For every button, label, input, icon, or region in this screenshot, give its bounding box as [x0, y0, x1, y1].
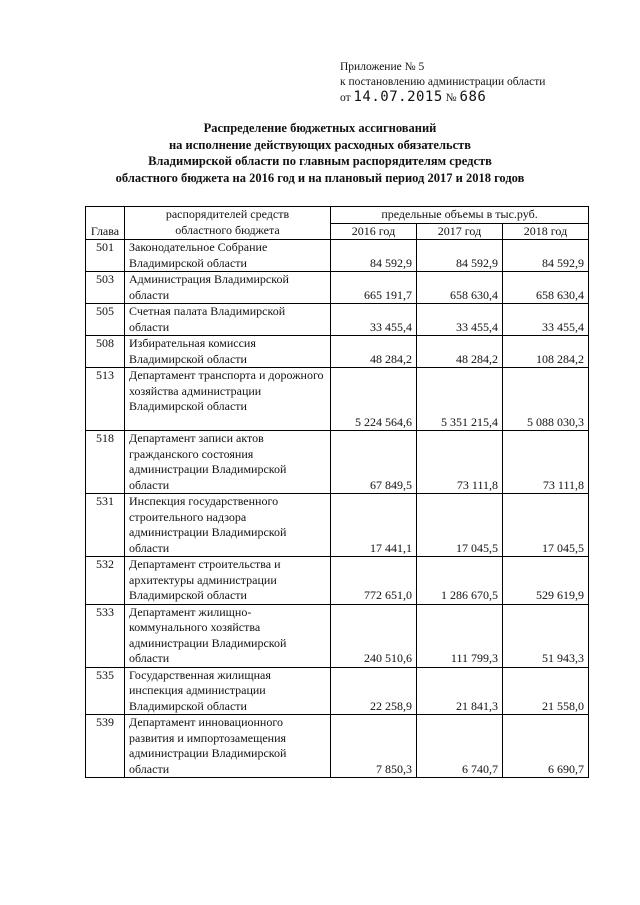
row-2016: 240 510,6 [331, 604, 417, 667]
row-2016: 84 592,9 [331, 240, 417, 272]
table-row [86, 272, 589, 304]
row-2017: 5 351 215,4 [417, 368, 503, 431]
row-code: 503 [86, 272, 125, 304]
row-2016: 17 441,1 [331, 494, 417, 557]
table-row [86, 240, 589, 272]
header-2017: 2017 год [417, 223, 503, 240]
row-2017: 658 630,4 [417, 272, 503, 304]
header-name-line-1: распорядителей средств [165, 207, 290, 221]
header-2016: 2016 год [331, 223, 417, 240]
title-line-3: Владимирской области по главным распорядителям средств [148, 154, 492, 168]
table-row [86, 667, 589, 715]
row-code: 539 [86, 715, 125, 778]
row-name: Избирательная комиссия Владимирской области [125, 336, 331, 368]
appendix-date-line [340, 90, 545, 106]
table-row [86, 368, 589, 431]
row-code: 505 [86, 304, 125, 336]
row-name: Департамент жилищно-коммунального хозяйства администрации Владимирской области [125, 604, 331, 667]
row-2017: 33 455,4 [417, 304, 503, 336]
appendix-header [340, 60, 545, 106]
row-name: Инспекция государственного строительного надзора администрации Владимирской области [125, 494, 331, 557]
row-2018: 658 630,4 [503, 272, 589, 304]
table-row [86, 336, 589, 368]
row-2018: 5 088 030,3 [503, 368, 589, 431]
budget-table [85, 206, 589, 778]
row-name: Департамент строительства и архитектуры администрации Владимирской области [125, 557, 331, 605]
row-2017: 48 284,2 [417, 336, 503, 368]
header-2018: 2018 год [503, 223, 589, 240]
row-2016: 772 651,0 [331, 557, 417, 605]
row-name: Счетная палата Владимирской области [125, 304, 331, 336]
number-prefix: № [445, 92, 457, 104]
title-line-4: областного бюджета на 2016 год и на плановый период 2017 и 2018 годов [115, 170, 525, 185]
table-row [86, 431, 589, 494]
row-2018: 33 455,4 [503, 304, 589, 336]
row-2018: 51 943,3 [503, 604, 589, 667]
header-code: Глава [86, 207, 125, 240]
row-name: Департамент транспорта и дорожного хозяйства администрации Владимирской области [125, 368, 331, 431]
row-2016: 67 849,5 [331, 431, 417, 494]
row-2016: 7 850,3 [331, 715, 417, 778]
row-code: 508 [86, 336, 125, 368]
row-2017: 17 045,5 [417, 494, 503, 557]
row-code: 532 [86, 557, 125, 605]
row-name: Департамент записи актов гражданского состояния администрации Владимирской области [125, 431, 331, 494]
table-row [86, 494, 589, 557]
appendix-title: Приложение № 5 [340, 61, 425, 73]
title-line-2: на исполнение действующих расходных обязательств [168, 137, 472, 152]
row-name: Законодательное Собрание Владимирской области [125, 240, 331, 272]
row-2018: 21 558,0 [503, 667, 589, 715]
table-row [86, 715, 589, 778]
table-row [86, 604, 589, 667]
row-code: 518 [86, 431, 125, 494]
row-2017: 6 740,7 [417, 715, 503, 778]
row-code: 501 [86, 240, 125, 272]
row-2016: 665 191,7 [331, 272, 417, 304]
row-name: Государственная жилищная инспекция администрации Владимирской области [125, 667, 331, 715]
number-stamp: 686 [459, 89, 487, 105]
row-2016: 33 455,4 [331, 304, 417, 336]
title-line-1: Распределение бюджетных ассигнований [203, 121, 437, 135]
row-2018: 73 111,8 [503, 431, 589, 494]
row-2017: 1 286 670,5 [417, 557, 503, 605]
row-2016: 48 284,2 [331, 336, 417, 368]
row-2018: 6 690,7 [503, 715, 589, 778]
row-name: Департамент инновационного развития и импортозамещения администрации Владимирской области [125, 715, 331, 778]
document-title [0, 120, 640, 186]
row-code: 535 [86, 667, 125, 715]
row-code: 513 [86, 368, 125, 431]
header-name [125, 207, 331, 240]
row-2017: 111 799,3 [417, 604, 503, 667]
row-2017: 21 841,3 [417, 667, 503, 715]
appendix-reference: к постановлению администрации области [340, 76, 546, 88]
row-code: 531 [86, 494, 125, 557]
row-2018: 17 045,5 [503, 494, 589, 557]
date-prefix: от [340, 92, 351, 104]
header-name-line-2: областного бюджета [175, 222, 280, 237]
header-limits: предельные объемы в тыс.руб. [331, 207, 589, 224]
table-row [86, 557, 589, 605]
row-2018: 529 619,9 [503, 557, 589, 605]
row-2016: 5 224 564,6 [331, 368, 417, 431]
table-row [86, 304, 589, 336]
row-name: Администрация Владимирской области [125, 272, 331, 304]
row-2017: 73 111,8 [417, 431, 503, 494]
date-stamp: 14.07.2015 [353, 89, 443, 105]
row-2016: 22 258,9 [331, 667, 417, 715]
row-2018: 108 284,2 [503, 336, 589, 368]
row-2017: 84 592,9 [417, 240, 503, 272]
row-code: 533 [86, 604, 125, 667]
row-2018: 84 592,9 [503, 240, 589, 272]
